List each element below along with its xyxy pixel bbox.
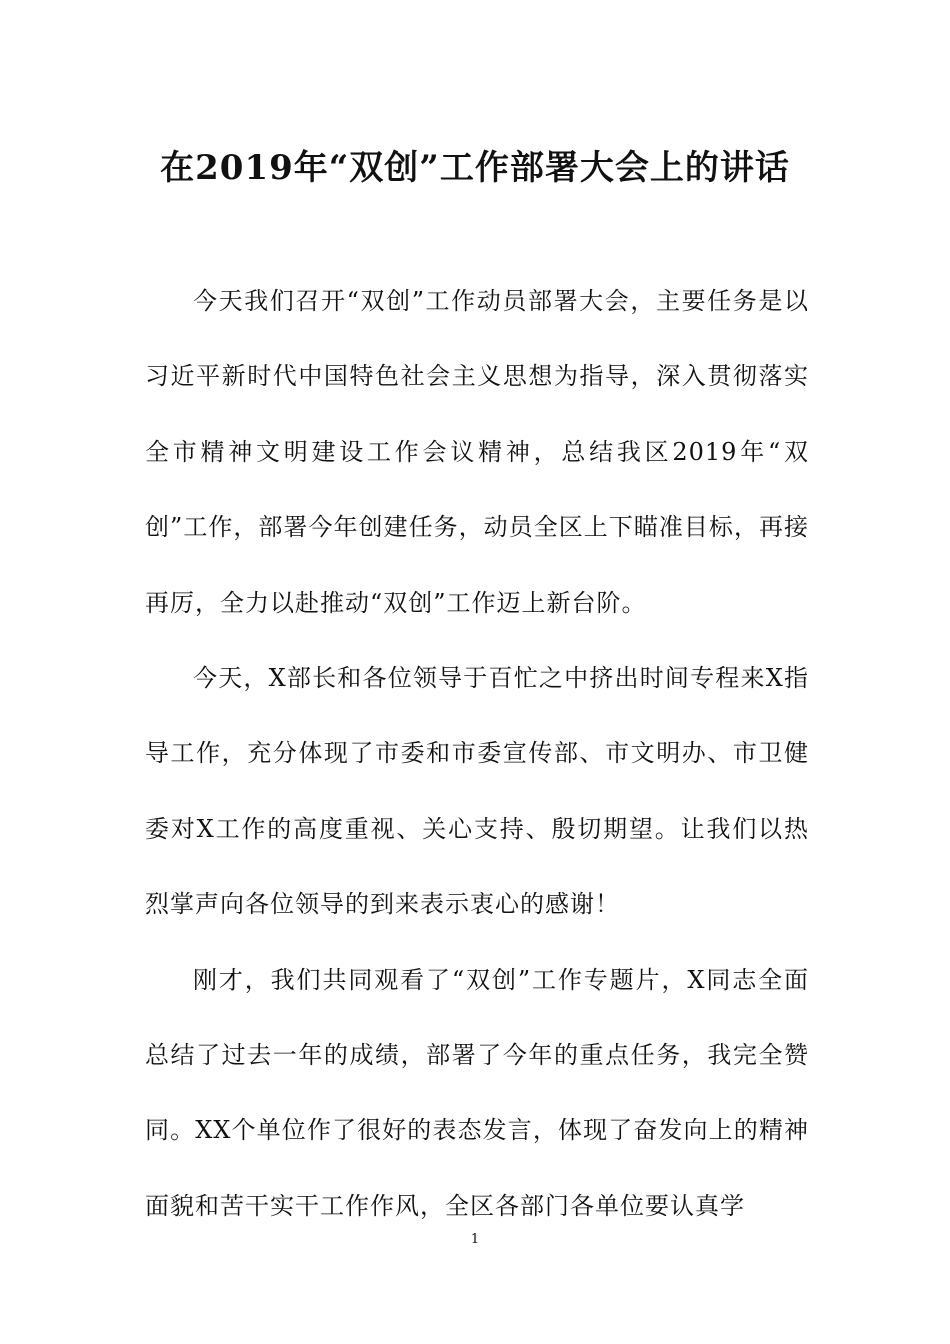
document-body: [145, 264, 809, 1244]
paragraph-1: 今天我们召开“双创”工作动员部署大会，主要任务是以习近平新时代中国特色社会主义思想为指导，深入贯彻落实全市精神文明建设工作会议精神，总结我区2019年“双创”工作，部署今年创建任务，动员全区上下瞄准目标，再接再厉，全力以赴推动“双创”工作迈上新台阶。: [145, 287, 809, 617]
document-title: 在2019年“双创”工作部署大会上的讲话: [160, 148, 790, 188]
page-number: 1: [470, 1232, 480, 1247]
paragraph-3: 刚才，我们共同观看了“双创”工作专题片，X同志全面总结了过去一年的成绩，部署了今年的重点任务，我完全赞同。XX个单位作了很好的表态发言，体现了奋发向上的精神面貌和苦干实干工作作风，全区各部门各单位要认真学: [145, 965, 809, 1220]
paragraph-2: 今天，X部长和各位领导于百忙之中挤出时间专程来X指导工作，充分体现了市委和市委宣传部、市文明办、市卫健委对X工作的高度重视、关心支持、殷切期望。让我们以热烈掌声向各位领导的到来表示衷心的感谢！: [145, 664, 809, 919]
